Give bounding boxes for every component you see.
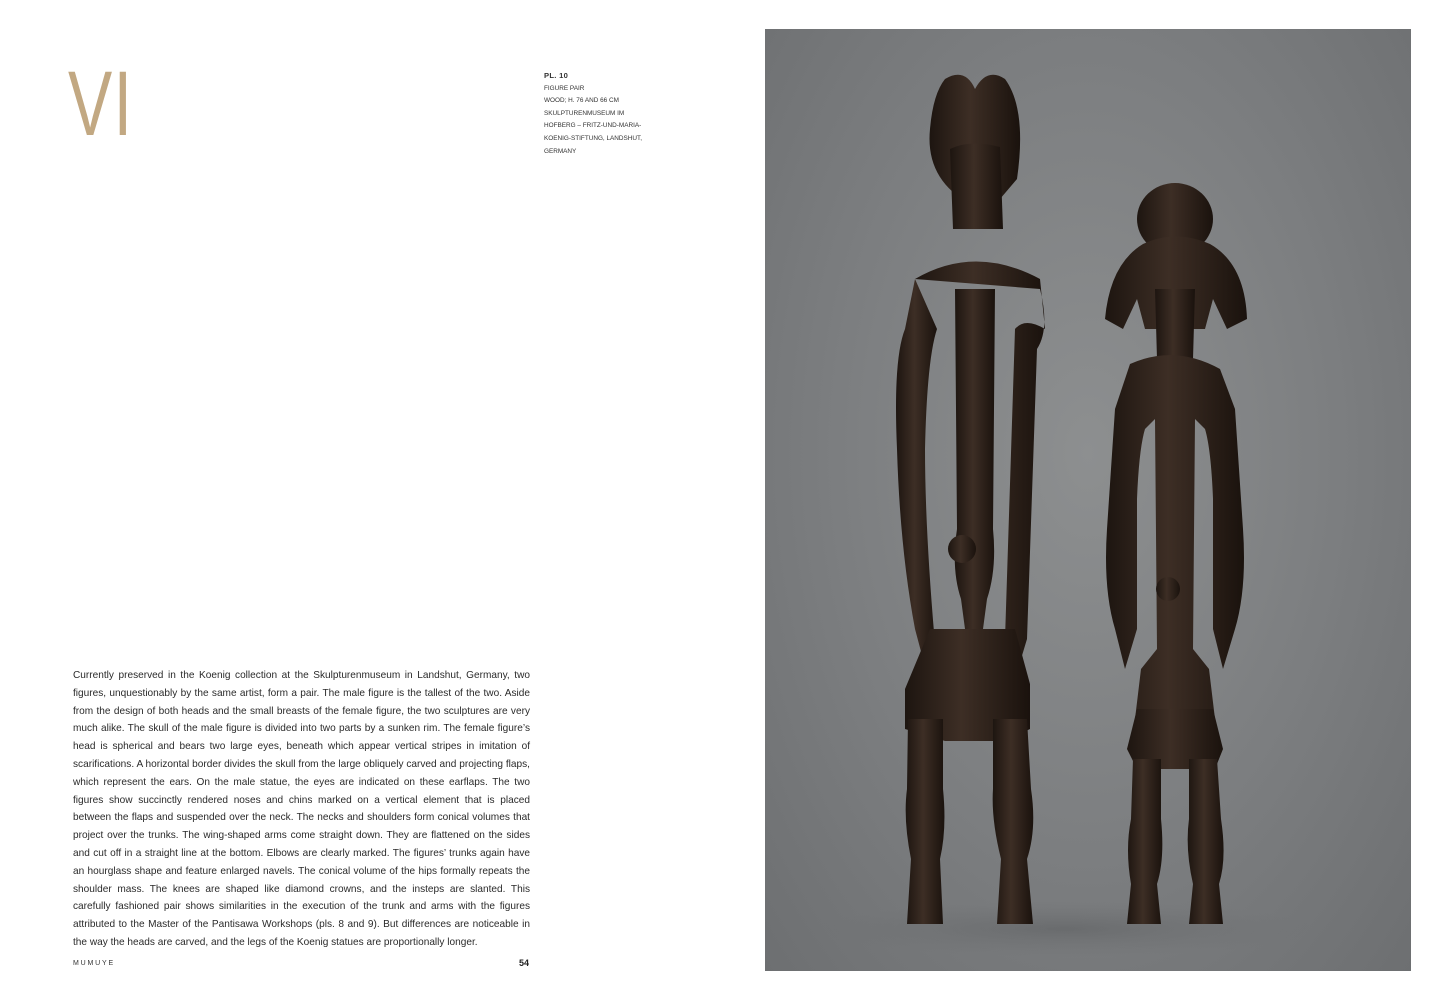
body-paragraph: Currently preserved in the Koenig collection at the Skulpturenmuseum in Landshut, Germany, two figures, unquestionably by the same artist, form a pair. The male figure is the tallest of the two. Aside from the design of both heads and the small breasts of the female figure, the two sculptures are very much alike. The skull of the male figure is divided into two parts by a sunken rim. The female figure’s head is spherical and bears two large eyes, beneath which appear vertical stripes in imitation of scarifications. A horizontal border divides the skull from the large obliquely carved and projecting flaps, which represent the ears. On the male statue, the eyes are indicated on these earflaps. The two figures show succinctly rendered noses and chins marked on a vertical element that is placed between the flaps and suspended over the neck. The necks and shoulders form conical volumes that project over the trunks. The wing-shaped arms come straight down. They are flattened on the sides and cut off in a straight line at the bottom. Elbows are clearly marked. The figures’ trunks again have an hourglass shape and feature enlarged navels. The conical volume of the hips formally repeats the shoulder mass. The knees are shaped like diamond crowns, and the insteps are slanted. This carefully fashioned pair shows similarities in the execution of the trunk and arms with the figures attributed to the Master of the Pantisawa Workshops (pls. 8 and 9). But differences are noticeable in the way the heads are carved, and the legs of the Koenig statues are proportionally longer.	[73, 670, 530, 948]
caption-line: GERMANY	[544, 147, 577, 155]
caption-line: WOOD; H. 76 AND 66 CM	[544, 97, 619, 105]
sculpture-photograph	[765, 29, 1411, 971]
caption-line: KOENIG-STIFTUNG, LANDSHUT,	[544, 134, 642, 142]
caption-line: SKULPTURENMUSEUM IM	[544, 109, 625, 117]
chapter-numeral: VI	[68, 53, 134, 155]
caption-line: FIGURE PAIR	[544, 84, 585, 92]
female-figure	[1105, 183, 1247, 924]
figure-pair-illustration	[765, 29, 1411, 971]
male-figure	[896, 75, 1045, 924]
plate-number: PL. 10	[544, 71, 569, 80]
caption-line: HOFBERG – FRITZ-UND-MARIA-	[544, 122, 642, 130]
running-footer: MUMUYE	[73, 960, 115, 967]
plate-caption	[544, 70, 664, 158]
page-number: 54	[519, 958, 530, 968]
